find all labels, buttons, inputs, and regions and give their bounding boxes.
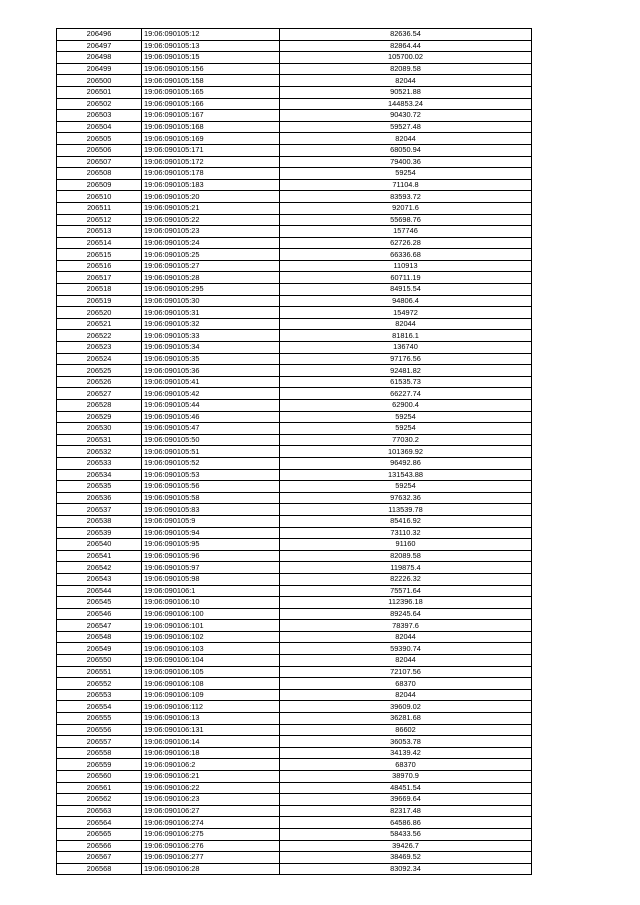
table-row (57, 805, 532, 817)
amount-cell: 59390.74 (280, 643, 532, 655)
table-row (57, 411, 532, 423)
table-row (57, 620, 532, 632)
amount-cell: 82044 (280, 318, 532, 330)
cadastral-number-cell: 19:06:090105:97 (142, 562, 280, 574)
row-id-cell: 206560 (57, 771, 142, 783)
amount-cell: 60711.19 (280, 272, 532, 284)
table-row (57, 840, 532, 852)
amount-cell: 73110.32 (280, 527, 532, 539)
amount-cell: 77030.2 (280, 434, 532, 446)
table-row (57, 260, 532, 272)
cadastral-number-cell: 19:06:090105:46 (142, 411, 280, 423)
cadastral-number-cell: 19:06:090106:1 (142, 585, 280, 597)
table-row (57, 156, 532, 168)
row-id-cell: 206563 (57, 805, 142, 817)
row-id-cell: 206523 (57, 342, 142, 354)
row-id-cell: 206568 (57, 863, 142, 875)
row-id-cell: 206554 (57, 701, 142, 713)
table-row (57, 608, 532, 620)
cadastral-number-cell: 19:06:090105:56 (142, 481, 280, 493)
amount-cell: 83593.72 (280, 191, 532, 203)
row-id-cell: 206559 (57, 759, 142, 771)
row-id-cell: 206527 (57, 388, 142, 400)
amount-cell: 38469.52 (280, 852, 532, 864)
amount-cell: 96492.86 (280, 457, 532, 469)
row-id-cell: 206520 (57, 307, 142, 319)
amount-cell: 68370 (280, 678, 532, 690)
table-row (57, 863, 532, 875)
table-row (57, 469, 532, 481)
row-id-cell: 206501 (57, 86, 142, 98)
amount-cell: 55698.76 (280, 214, 532, 226)
cadastral-number-cell: 19:06:090105:31 (142, 307, 280, 319)
cadastral-number-cell: 19:06:090105:35 (142, 353, 280, 365)
table-row (57, 388, 532, 400)
row-id-cell: 206541 (57, 550, 142, 562)
amount-cell: 154972 (280, 307, 532, 319)
row-id-cell: 206537 (57, 504, 142, 516)
amount-cell: 83092.34 (280, 863, 532, 875)
row-id-cell: 206519 (57, 295, 142, 307)
table-row (57, 214, 532, 226)
cadastral-number-cell: 19:06:090105:9 (142, 515, 280, 527)
table-row (57, 342, 532, 354)
cadastral-number-cell: 19:06:090106:131 (142, 724, 280, 736)
row-id-cell: 206517 (57, 272, 142, 284)
row-id-cell: 206552 (57, 678, 142, 690)
table-row (57, 86, 532, 98)
amount-cell: 105700.02 (280, 52, 532, 64)
table-row (57, 376, 532, 388)
cadastral-number-cell: 19:06:090105:83 (142, 504, 280, 516)
amount-cell: 82044 (280, 631, 532, 643)
row-id-cell: 206515 (57, 249, 142, 261)
amount-cell: 59254 (280, 168, 532, 180)
cadastral-number-cell: 19:06:090105:27 (142, 260, 280, 272)
amount-cell: 58433.56 (280, 828, 532, 840)
row-id-cell: 206502 (57, 98, 142, 110)
amount-cell: 75571.64 (280, 585, 532, 597)
row-id-cell: 206558 (57, 747, 142, 759)
row-id-cell: 206549 (57, 643, 142, 655)
amount-cell: 48451.54 (280, 782, 532, 794)
table-row (57, 736, 532, 748)
cadastral-number-cell: 19:06:090105:24 (142, 237, 280, 249)
amount-cell: 62900.4 (280, 400, 532, 412)
amount-cell: 112396.18 (280, 597, 532, 609)
cadastral-number-cell: 19:06:090105:52 (142, 457, 280, 469)
amount-cell: 110913 (280, 260, 532, 272)
row-id-cell: 206528 (57, 400, 142, 412)
cadastral-number-cell: 19:06:090106:10 (142, 597, 280, 609)
row-id-cell: 206526 (57, 376, 142, 388)
cadastral-number-cell: 19:06:090105:168 (142, 121, 280, 133)
table-row (57, 631, 532, 643)
row-id-cell: 206544 (57, 585, 142, 597)
table-row (57, 133, 532, 145)
table-row (57, 168, 532, 180)
cadastral-number-cell: 19:06:090105:172 (142, 156, 280, 168)
amount-cell: 91160 (280, 539, 532, 551)
cadastral-number-cell: 19:06:090106:100 (142, 608, 280, 620)
table-row (57, 249, 532, 261)
amount-cell: 39426.7 (280, 840, 532, 852)
cadastral-number-cell: 19:06:090105:295 (142, 284, 280, 296)
cadastral-number-cell: 19:06:090105:156 (142, 63, 280, 75)
cadastral-number-cell: 19:06:090105:53 (142, 469, 280, 481)
cadastral-number-cell: 19:06:090105:42 (142, 388, 280, 400)
amount-cell: 97632.36 (280, 492, 532, 504)
row-id-cell: 206505 (57, 133, 142, 145)
cadastral-number-cell: 19:06:090105:32 (142, 318, 280, 330)
cadastral-number-cell: 19:06:090105:96 (142, 550, 280, 562)
row-id-cell: 206513 (57, 226, 142, 238)
table-row (57, 828, 532, 840)
row-id-cell: 206555 (57, 713, 142, 725)
row-id-cell: 206546 (57, 608, 142, 620)
table-row (57, 504, 532, 516)
table-row (57, 63, 532, 75)
amount-cell: 82089.58 (280, 550, 532, 562)
amount-cell: 81816.1 (280, 330, 532, 342)
cadastral-number-cell: 19:06:090105:15 (142, 52, 280, 64)
amount-cell: 59254 (280, 411, 532, 423)
table-row (57, 226, 532, 238)
table-row (57, 655, 532, 667)
cadastral-number-cell: 19:06:090105:165 (142, 86, 280, 98)
row-id-cell: 206565 (57, 828, 142, 840)
cadastral-number-cell: 19:06:090106:277 (142, 852, 280, 864)
table-row (57, 144, 532, 156)
cadastral-number-cell: 19:06:090105:94 (142, 527, 280, 539)
table-row (57, 585, 532, 597)
cadastral-number-cell: 19:06:090106:103 (142, 643, 280, 655)
cadastral-number-cell: 19:06:090105:25 (142, 249, 280, 261)
row-id-cell: 206567 (57, 852, 142, 864)
row-id-cell: 206512 (57, 214, 142, 226)
cadastral-number-cell: 19:06:090105:95 (142, 539, 280, 551)
row-id-cell: 206542 (57, 562, 142, 574)
row-id-cell: 206504 (57, 121, 142, 133)
amount-cell: 85416.92 (280, 515, 532, 527)
amount-cell: 113539.78 (280, 504, 532, 516)
row-id-cell: 206525 (57, 365, 142, 377)
table-row (57, 701, 532, 713)
row-id-cell: 206545 (57, 597, 142, 609)
amount-cell: 119875.4 (280, 562, 532, 574)
cadastral-number-cell: 19:06:090105:28 (142, 272, 280, 284)
row-id-cell: 206553 (57, 689, 142, 701)
table-row (57, 515, 532, 527)
table-row (57, 365, 532, 377)
table-row (57, 794, 532, 806)
amount-cell: 97176.56 (280, 353, 532, 365)
amount-cell: 86602 (280, 724, 532, 736)
row-id-cell: 206543 (57, 573, 142, 585)
amount-cell: 34139.42 (280, 747, 532, 759)
amount-cell: 84915.54 (280, 284, 532, 296)
cadastral-number-cell: 19:06:090105:171 (142, 144, 280, 156)
cadastral-number-cell: 19:06:090106:276 (142, 840, 280, 852)
table-row (57, 75, 532, 87)
row-id-cell: 206496 (57, 29, 142, 41)
row-id-cell: 206508 (57, 168, 142, 180)
row-id-cell: 206550 (57, 655, 142, 667)
amount-cell: 82044 (280, 655, 532, 667)
amount-cell: 79400.36 (280, 156, 532, 168)
cadastral-number-cell: 19:06:090105:58 (142, 492, 280, 504)
cadastral-number-cell: 19:06:090105:13 (142, 40, 280, 52)
amount-cell: 144853.24 (280, 98, 532, 110)
amount-cell: 90430.72 (280, 110, 532, 122)
cadastral-number-cell: 19:06:090106:102 (142, 631, 280, 643)
table-row (57, 550, 532, 562)
row-id-cell: 206503 (57, 110, 142, 122)
cadastral-number-cell: 19:06:090106:28 (142, 863, 280, 875)
amount-cell: 59254 (280, 423, 532, 435)
row-id-cell: 206529 (57, 411, 142, 423)
table-row (57, 434, 532, 446)
cadastral-number-cell: 19:06:090106:108 (142, 678, 280, 690)
table-row (57, 237, 532, 249)
amount-cell: 38970.9 (280, 771, 532, 783)
cadastral-number-cell: 19:06:090106:18 (142, 747, 280, 759)
amount-cell: 68370 (280, 759, 532, 771)
table-row (57, 121, 532, 133)
table-row (57, 713, 532, 725)
cadastral-number-cell: 19:06:090106:109 (142, 689, 280, 701)
amount-cell: 82089.58 (280, 63, 532, 75)
row-id-cell: 206535 (57, 481, 142, 493)
table-row (57, 689, 532, 701)
amount-cell: 64586.86 (280, 817, 532, 829)
row-id-cell: 206498 (57, 52, 142, 64)
cadastral-number-cell: 19:06:090106:13 (142, 713, 280, 725)
table-row (57, 724, 532, 736)
amount-cell: 72107.56 (280, 666, 532, 678)
table-row (57, 527, 532, 539)
cadastral-number-cell: 19:06:090105:12 (142, 29, 280, 41)
table-row (57, 817, 532, 829)
amount-cell: 78397.6 (280, 620, 532, 632)
row-id-cell: 206540 (57, 539, 142, 551)
row-id-cell: 206564 (57, 817, 142, 829)
row-id-cell: 206521 (57, 318, 142, 330)
amount-cell: 157746 (280, 226, 532, 238)
cadastral-number-cell: 19:06:090106:22 (142, 782, 280, 794)
amount-cell: 82636.54 (280, 29, 532, 41)
table-row (57, 110, 532, 122)
amount-cell: 62726.28 (280, 237, 532, 249)
row-id-cell: 206566 (57, 840, 142, 852)
table-row (57, 29, 532, 41)
amount-cell: 82226.32 (280, 573, 532, 585)
row-id-cell: 206497 (57, 40, 142, 52)
amount-cell: 39669.64 (280, 794, 532, 806)
table-row (57, 307, 532, 319)
amount-cell: 136740 (280, 342, 532, 354)
row-id-cell: 206522 (57, 330, 142, 342)
row-id-cell: 206518 (57, 284, 142, 296)
row-id-cell: 206538 (57, 515, 142, 527)
amount-cell: 82044 (280, 689, 532, 701)
table-row (57, 52, 532, 64)
row-id-cell: 206547 (57, 620, 142, 632)
table-row (57, 272, 532, 284)
row-id-cell: 206536 (57, 492, 142, 504)
cadastral-number-cell: 19:06:090105:47 (142, 423, 280, 435)
table-row (57, 40, 532, 52)
table-row (57, 852, 532, 864)
cadastral-number-cell: 19:06:090105:41 (142, 376, 280, 388)
amount-cell: 89245.64 (280, 608, 532, 620)
table-row (57, 643, 532, 655)
cadastral-number-cell: 19:06:090105:34 (142, 342, 280, 354)
cadastral-number-cell: 19:06:090105:21 (142, 202, 280, 214)
table-row (57, 446, 532, 458)
row-id-cell: 206514 (57, 237, 142, 249)
cadastral-number-cell: 19:06:090105:36 (142, 365, 280, 377)
cadastral-number-cell: 19:06:090105:50 (142, 434, 280, 446)
amount-cell: 66227.74 (280, 388, 532, 400)
cadastral-number-cell: 19:06:090106:274 (142, 817, 280, 829)
table-row (57, 678, 532, 690)
table-row (57, 423, 532, 435)
cadastral-number-cell: 19:06:090105:20 (142, 191, 280, 203)
amount-cell: 36281.68 (280, 713, 532, 725)
row-id-cell: 206557 (57, 736, 142, 748)
row-id-cell: 206533 (57, 457, 142, 469)
table-row (57, 666, 532, 678)
table-row (57, 295, 532, 307)
row-id-cell: 206548 (57, 631, 142, 643)
row-id-cell: 206524 (57, 353, 142, 365)
cadastral-number-cell: 19:06:090105:98 (142, 573, 280, 585)
amount-cell: 92481.82 (280, 365, 532, 377)
cadastral-number-cell: 19:06:090105:158 (142, 75, 280, 87)
table-body (57, 29, 532, 875)
row-id-cell: 206562 (57, 794, 142, 806)
cadastral-number-cell: 19:06:090106:105 (142, 666, 280, 678)
amount-cell: 90521.88 (280, 86, 532, 98)
row-id-cell: 206531 (57, 434, 142, 446)
table-row (57, 284, 532, 296)
cadastral-number-cell: 19:06:090106:2 (142, 759, 280, 771)
amount-cell: 59527.48 (280, 121, 532, 133)
table-row (57, 747, 532, 759)
amount-cell: 59254 (280, 481, 532, 493)
row-id-cell: 206509 (57, 179, 142, 191)
row-id-cell: 206511 (57, 202, 142, 214)
cadastral-number-cell: 19:06:090105:23 (142, 226, 280, 238)
cadastral-number-cell: 19:06:090105:51 (142, 446, 280, 458)
table-row (57, 179, 532, 191)
table-row (57, 759, 532, 771)
table-row (57, 400, 532, 412)
amount-cell: 82317.48 (280, 805, 532, 817)
row-id-cell: 206551 (57, 666, 142, 678)
amount-cell: 71104.8 (280, 179, 532, 191)
table-row (57, 457, 532, 469)
cadastral-number-cell: 19:06:090105:22 (142, 214, 280, 226)
row-id-cell: 206530 (57, 423, 142, 435)
cadastral-number-cell: 19:06:090105:169 (142, 133, 280, 145)
cadastral-number-cell: 19:06:090106:101 (142, 620, 280, 632)
row-id-cell: 206506 (57, 144, 142, 156)
row-id-cell: 206516 (57, 260, 142, 272)
table-row (57, 202, 532, 214)
amount-cell: 82864.44 (280, 40, 532, 52)
amount-cell: 66336.68 (280, 249, 532, 261)
table-row (57, 98, 532, 110)
table-row (57, 318, 532, 330)
cadastral-number-cell: 19:06:090105:44 (142, 400, 280, 412)
amount-cell: 68050.94 (280, 144, 532, 156)
cadastral-number-cell: 19:06:090105:183 (142, 179, 280, 191)
cadastral-number-cell: 19:06:090105:167 (142, 110, 280, 122)
row-id-cell: 206532 (57, 446, 142, 458)
amount-cell: 82044 (280, 75, 532, 87)
row-id-cell: 206499 (57, 63, 142, 75)
amount-cell: 94806.4 (280, 295, 532, 307)
row-id-cell: 206510 (57, 191, 142, 203)
row-id-cell: 206507 (57, 156, 142, 168)
amount-cell: 61535.73 (280, 376, 532, 388)
cadastral-number-cell: 19:06:090106:14 (142, 736, 280, 748)
data-table (56, 28, 532, 875)
table-row (57, 492, 532, 504)
amount-cell: 36053.78 (280, 736, 532, 748)
amount-cell: 131543.88 (280, 469, 532, 481)
row-id-cell: 206539 (57, 527, 142, 539)
cadastral-number-cell: 19:06:090105:178 (142, 168, 280, 180)
table-row (57, 481, 532, 493)
cadastral-number-cell: 19:06:090106:275 (142, 828, 280, 840)
cadastral-number-cell: 19:06:090106:27 (142, 805, 280, 817)
amount-cell: 101369.92 (280, 446, 532, 458)
table-row (57, 597, 532, 609)
cadastral-number-cell: 19:06:090105:33 (142, 330, 280, 342)
cadastral-number-cell: 19:06:090106:23 (142, 794, 280, 806)
row-id-cell: 206534 (57, 469, 142, 481)
table-row (57, 771, 532, 783)
row-id-cell: 206556 (57, 724, 142, 736)
table-row (57, 330, 532, 342)
amount-cell: 39609.02 (280, 701, 532, 713)
amount-cell: 92071.6 (280, 202, 532, 214)
table-row (57, 191, 532, 203)
cadastral-number-cell: 19:06:090106:104 (142, 655, 280, 667)
table-row (57, 353, 532, 365)
table-row (57, 782, 532, 794)
table-row (57, 539, 532, 551)
row-id-cell: 206500 (57, 75, 142, 87)
amount-cell: 82044 (280, 133, 532, 145)
cadastral-number-cell: 19:06:090106:21 (142, 771, 280, 783)
cadastral-number-cell: 19:06:090106:112 (142, 701, 280, 713)
table-row (57, 573, 532, 585)
row-id-cell: 206561 (57, 782, 142, 794)
cadastral-number-cell: 19:06:090105:166 (142, 98, 280, 110)
cadastral-number-cell: 19:06:090105:30 (142, 295, 280, 307)
table-row (57, 562, 532, 574)
